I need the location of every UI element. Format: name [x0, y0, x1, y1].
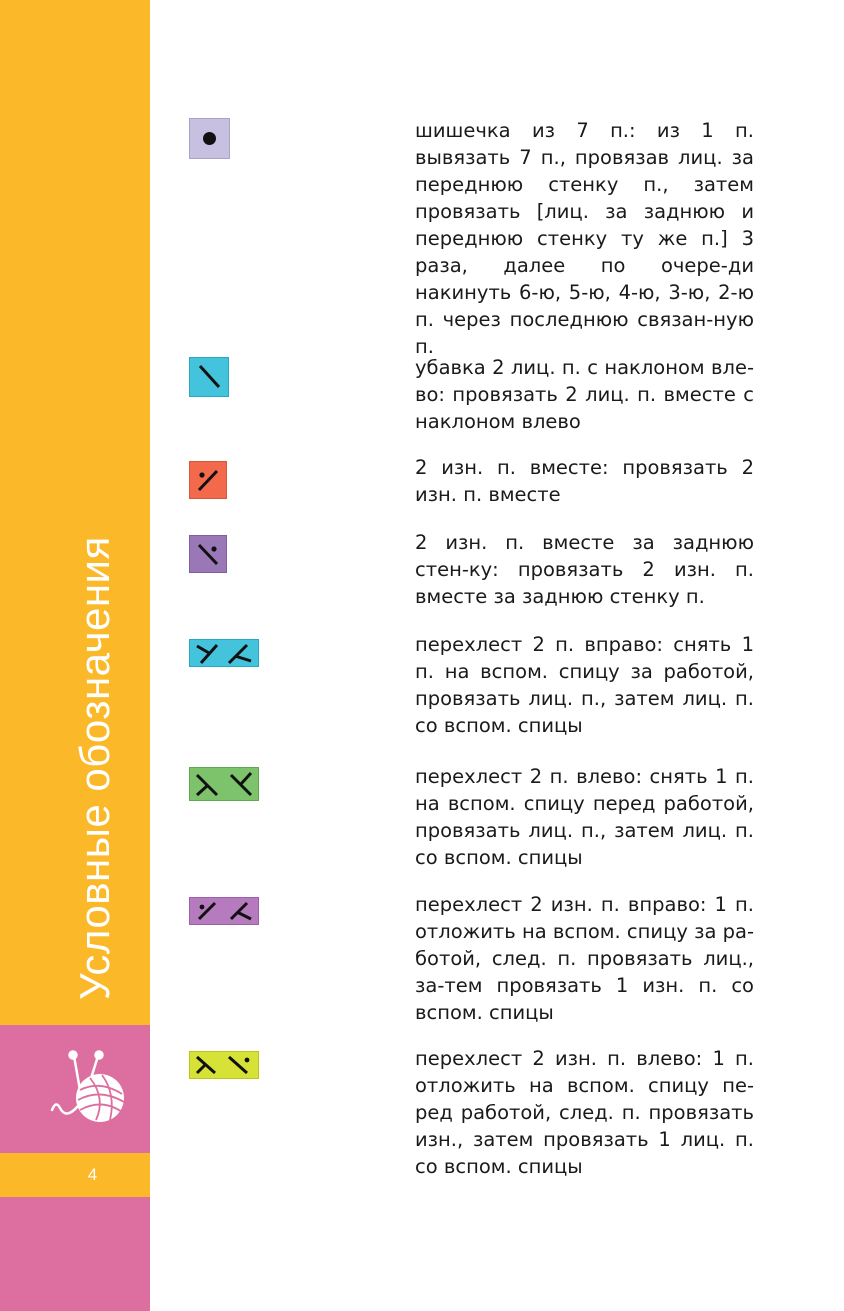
cross-left-symbol	[189, 767, 259, 801]
legend-item-text: убавка 2 лиц. п. с наклоном вле-во: провязать 2 лиц. п. вместе с наклоном влево	[415, 356, 754, 433]
decrease-left-symbol	[189, 357, 229, 397]
legend-item-text: 2 изн. п. вместе: провязать 2 изн. п. вместе	[415, 456, 754, 506]
purl-together-symbol	[189, 461, 227, 499]
sidebar	[0, 0, 150, 1311]
section-title: Условные обозначения	[71, 536, 118, 1000]
sidebar-bottom-band	[0, 1197, 150, 1311]
legend-item-text: перехлест 2 п. влево: снять 1 п. на вспом. спицу перед работой, провязать лиц. п., затем лиц. п. со вспом. спицы	[415, 765, 754, 869]
cross-right-symbol	[189, 639, 259, 667]
page-number: 4	[87, 1165, 98, 1184]
legend-item-text: 2 изн. п. вместе за заднюю стен-ку: провязать 2 изн. п. вместе за заднюю стенку п.	[415, 531, 754, 608]
legend-item-text: перехлест 2 изн. п. влево: 1 п. отложить на вспом. спицу пе-ред работой, след. п. провязать изн., затем провязать 1 лиц. п. со вспом. спицы	[415, 1047, 754, 1178]
purl-together-back-symbol	[189, 535, 227, 573]
legend-item-text: шишечка из 7 п.: из 1 п. вывязать 7 п., провязав лиц. за переднюю стенку п., затем провязать [лиц. за заднюю и переднюю стенку ту же п.] 3 раза, далее по очере-ди накинуть 6-ю, 5-ю, 4-ю, 3-ю, 2-ю п. через последнюю связан-ную п.	[415, 119, 754, 358]
legend-item-text: перехлест 2 п. вправо: снять 1 п. на вспом. спицу за работой, провязать лиц. п., затем лиц. п. со вспом. спицы	[415, 633, 754, 737]
bobble-symbol	[189, 118, 230, 159]
legend-item-text: перехлест 2 изн. п. вправо: 1 п. отложить на вспом. спицу за ра-ботой, след. п. провязать лиц., за-тем провязать 1 изн. п. со вспом. спицы	[415, 893, 754, 1024]
section-title-wrapper	[67, 440, 123, 1000]
yarn-ball-with-needles-icon	[50, 1050, 136, 1130]
purl-cross-left-symbol	[189, 1051, 259, 1079]
purl-cross-right-symbol	[189, 897, 259, 925]
